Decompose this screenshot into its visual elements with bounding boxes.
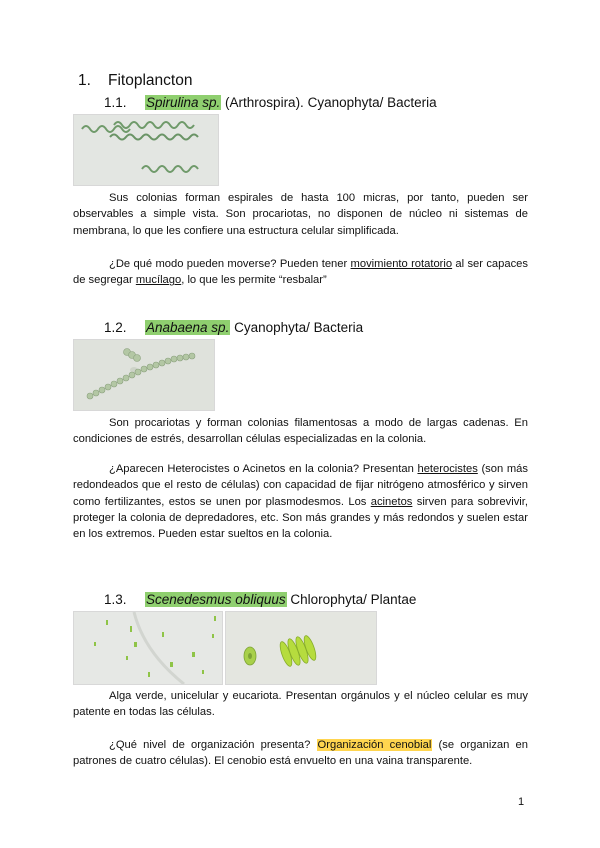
species-name-highlight: Spirulina sp.	[146, 95, 221, 110]
subsection-heading-spirulina	[104, 95, 437, 110]
scenedesmus-question-answer: ¿Qué nivel de organización presenta? Organización cenobial (se organizan en patrones de cuatro células). El cenobio está envuelto en una vaina transparente.	[73, 739, 528, 768]
classification-text: Cyanophyta/ Bacteria	[230, 320, 364, 335]
species-name-highlight: Scenedesmus obliquus	[146, 592, 286, 607]
anabaena-description: Son procariotas y forman colonias filamentosas a modo de largas cadenas. En condiciones de estrés, desarrollan células especializadas en la colonia.	[73, 417, 528, 446]
classification-text: (Arthrospira). Cyanophyta/ Bacteria	[221, 95, 437, 110]
section-heading	[78, 72, 192, 90]
subsection-number: 1.2.	[104, 320, 127, 335]
subsection-number: 1.3.	[104, 592, 127, 607]
subsection-heading-scenedesmus	[104, 592, 416, 607]
scenedesmus-description: Alga verde, unicelular y eucariota. Presentan orgánulos y el núcleo celular es muy patente en todas las células.	[73, 690, 528, 719]
underlined-term: acinetos	[370, 495, 413, 508]
spirulina-description: Sus colonias forman espirales de hasta 100 micras, por tanto, pueden ser observables a simple vista. Son procariotas, no disponen de núcleo ni sistemas de membrana, lo que les confiere una estructura celular simplificada.	[73, 192, 528, 237]
underlined-term: movimiento rotatorio	[350, 258, 453, 270]
underlined-term: mucílago	[135, 274, 182, 287]
section-number: 1.	[78, 72, 91, 89]
highlighted-term: Organización cenobial	[317, 739, 432, 751]
subsection-heading-anabaena	[104, 320, 363, 335]
spirulina-question-answer: ¿De qué modo pueden moverse? Pueden tener movimiento rotatorio al ser capaces de segregar mucílago, lo que les permite “resbalar”	[73, 258, 528, 287]
underlined-term: heterocistes	[417, 463, 478, 475]
scenedesmus-micrograph-high	[225, 611, 377, 685]
anabaena-question-answer: ¿Aparecen Heterocistes o Acinetos en la colonia? Presentan heterocistes (son más redondeados que el resto de células) con capacidad de fijar nitrógeno atmosférico y sirven como fertilizantes, estos se unen por plasmodesmos. Los acinetos sirven para sobrevivir, proteger la colonia de depredadores, etc. Son más grandes y más redondos y suelen estar en los extremos. Pueden estar sueltos en la colonia.	[73, 463, 528, 541]
scenedesmus-micrograph-low	[73, 611, 223, 685]
page-number: 1	[518, 796, 525, 808]
classification-text: Chlorophyta/ Plantae	[286, 592, 417, 607]
section-title: Fitoplancton	[108, 72, 193, 89]
species-name-highlight: Anabaena sp.	[146, 320, 230, 335]
spirulina-micrograph	[73, 114, 219, 186]
subsection-number: 1.1.	[104, 95, 127, 110]
anabaena-micrograph	[73, 339, 215, 411]
